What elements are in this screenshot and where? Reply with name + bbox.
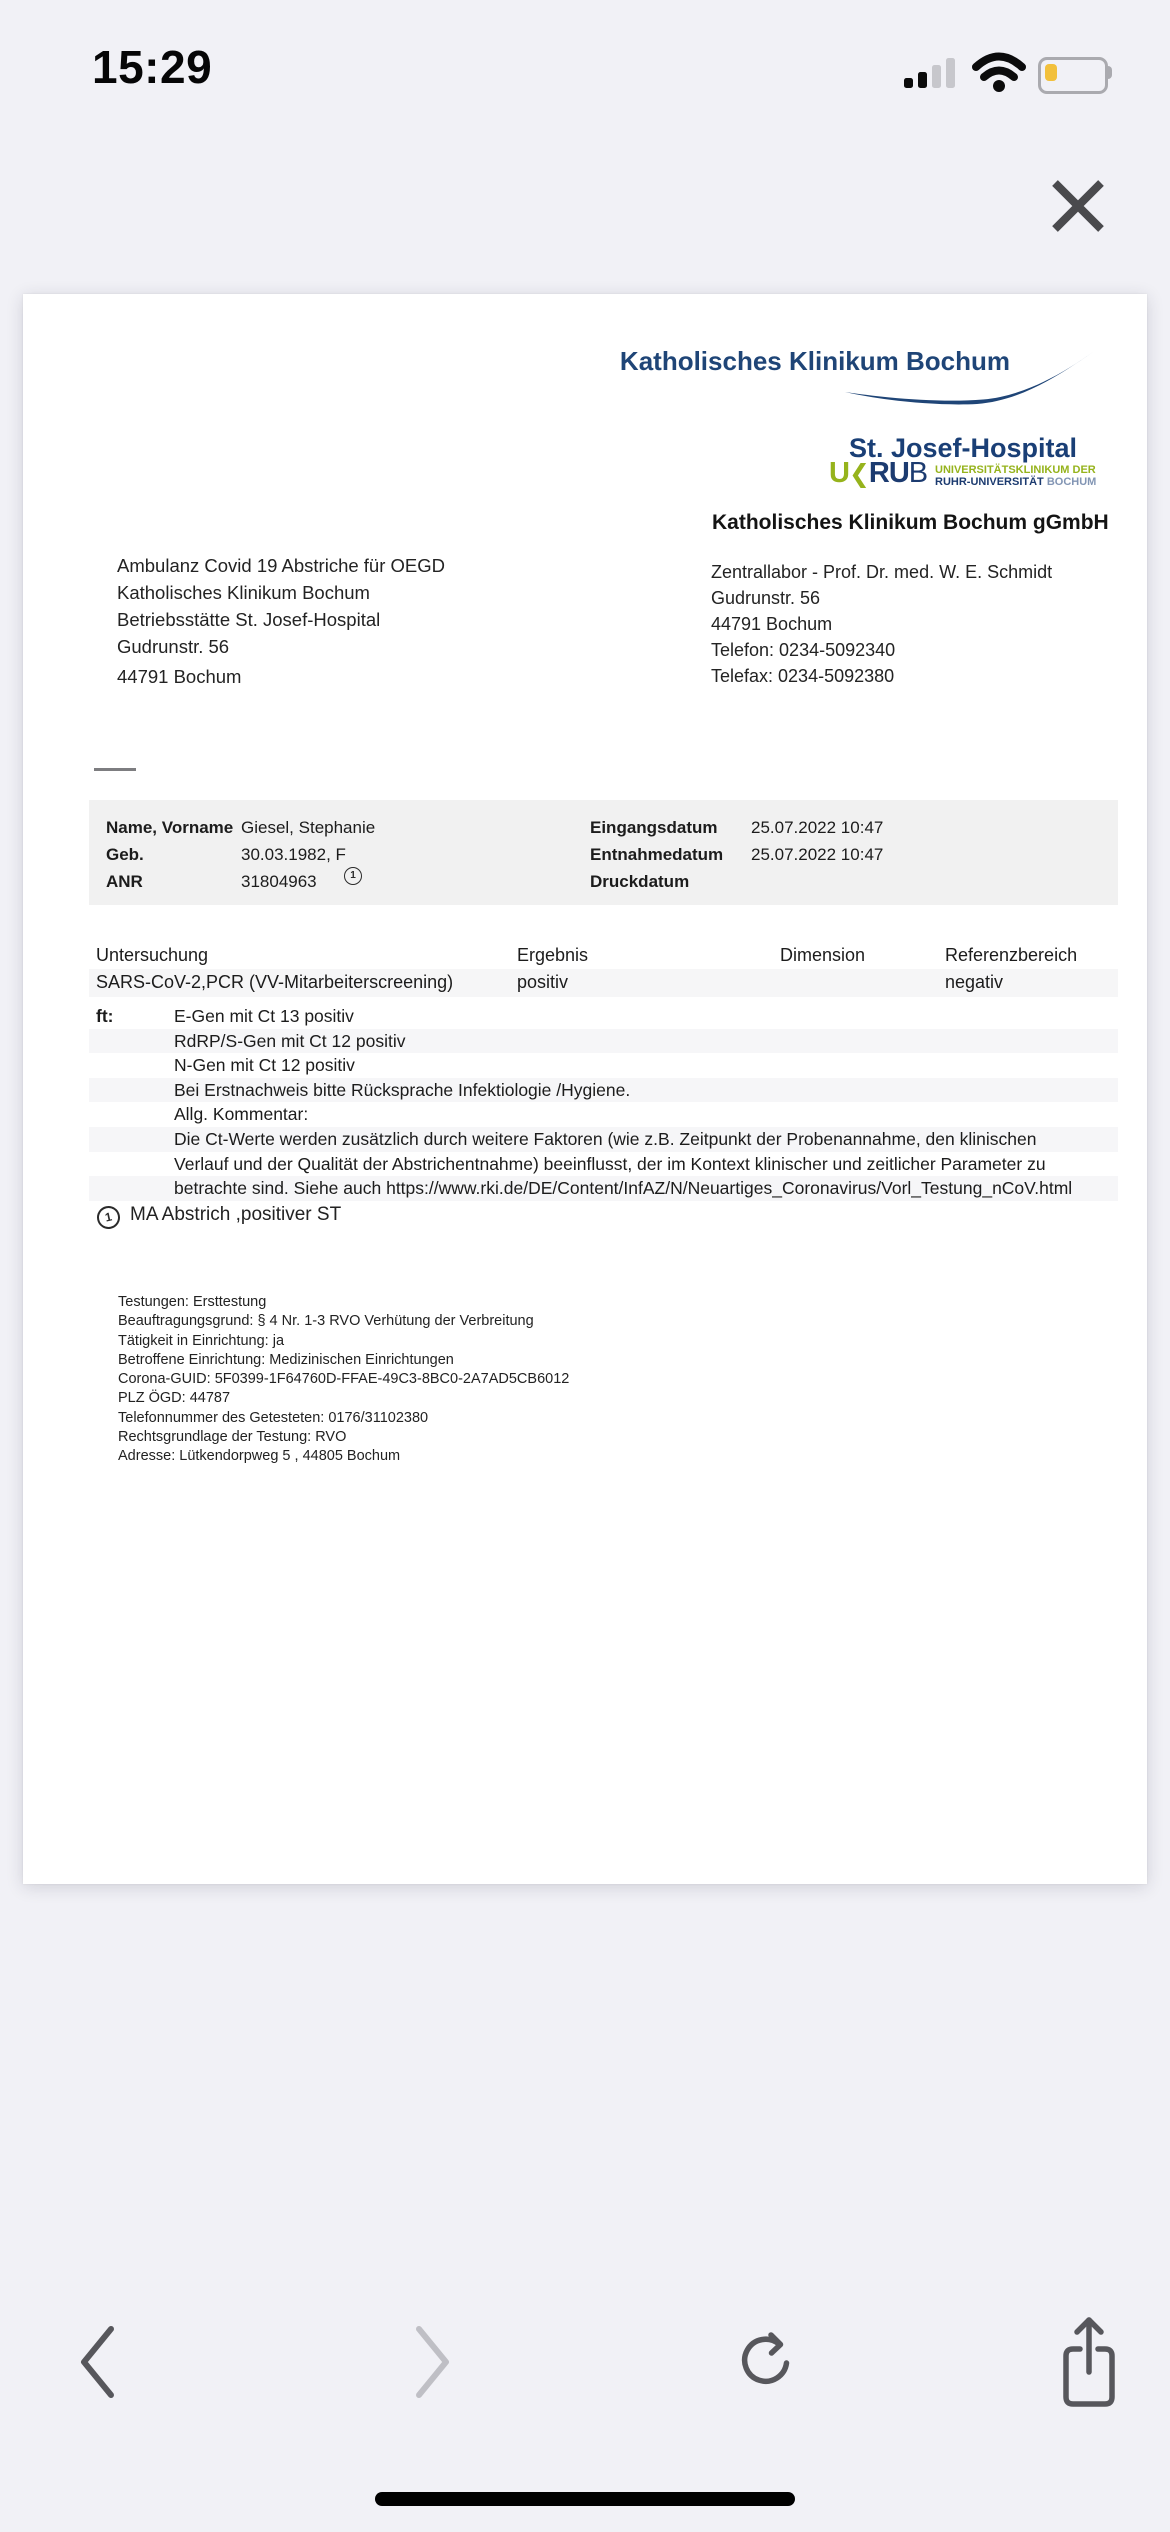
forward-button[interactable] (385, 2314, 481, 2410)
results-column-header: Untersuchung (96, 945, 209, 965)
patient-info-row (590, 842, 1090, 869)
recipient-address (117, 552, 445, 660)
field-label: Geb. (106, 845, 144, 864)
address-line: Telefax: 0234-5092380 (711, 666, 895, 686)
address-line: 44791 Bochum (711, 614, 833, 634)
ukrub-line2-bold: RUHR-UNIVERSITÄT (935, 475, 1047, 488)
address-line: Gudrunstr. 56 (711, 588, 821, 608)
meta-line: Beauftragungsgrund: § 4 Nr. 1-3 RVO Verhütung der Verbreitung (118, 1313, 534, 1330)
meta-line: Testungen: Ersttestung (118, 1294, 267, 1310)
results-column-header: Referenzbereich (945, 945, 1078, 965)
footnote-1-icon: 1 (95, 1204, 122, 1231)
address-line: Ambulanz Covid 19 Abstriche für OEGD (117, 555, 446, 576)
meta-line: PLZ ÖGD: 44787 (118, 1390, 231, 1407)
field-value: 25.07.2022 10:47 (751, 818, 884, 837)
address-line: Gudrunstr. 56 (117, 636, 230, 657)
findings-label: ft: (96, 1006, 114, 1026)
field-label: Druckdatum (590, 872, 690, 891)
result-value: positiv (517, 972, 569, 992)
battery-nub (1107, 66, 1112, 79)
results-column-header: Ergebnis (517, 945, 589, 965)
logo-swoosh (845, 352, 1093, 412)
findings-line: E-Gen mit Ct 13 positiv (174, 1006, 354, 1026)
reload-icon (736, 2327, 796, 2397)
patient-info-right (590, 815, 1090, 896)
patient-info-row (106, 842, 576, 869)
meta-line: Betroffene Einrichtung: Medizinischen Einrichtungen (118, 1351, 454, 1368)
address-line: Zentrallabor - Prof. Dr. med. W. E. Schmidt (711, 562, 1053, 582)
results-header-row (23, 945, 1147, 969)
patient-info-left (106, 815, 576, 896)
close-icon (1050, 178, 1106, 234)
field-label: Entnahmedatum (590, 845, 724, 864)
footnote-marker-icon: 1 (344, 867, 362, 885)
share-button[interactable] (1041, 2314, 1137, 2410)
address-line: Katholisches Klinikum Bochum (117, 582, 370, 603)
footnote-text: MA Abstrich ,positiver ST (130, 1204, 342, 1225)
ukrub-b: B (908, 457, 928, 489)
share-icon (1062, 2316, 1116, 2408)
ukrub-line1: UNIVERSITÄTSKLINIKUM DER (935, 464, 1096, 476)
meta-line: Telefonnummer des Getesteten: 0176/31102380 (118, 1409, 429, 1426)
findings-lines (89, 1004, 1118, 1201)
ukrub-line2-light: BOCHUM (1046, 475, 1097, 488)
ukrub-logo (829, 457, 927, 490)
battery-icon (1038, 57, 1108, 94)
fold-mark (94, 768, 136, 771)
field-label: Eingangsdatum (590, 818, 718, 837)
findings-line: Die Ct-Werte werden zusätzlich durch weitere Faktoren (wie z.B. Zeitpunkt der Probenannahme, den klinischen (89, 1127, 1118, 1152)
findings-line: Allg. Kommentar: (174, 1104, 309, 1125)
field-value: 31804963 (241, 872, 317, 891)
recipient-city: 44791 Bochum (117, 666, 242, 687)
address-line: Telefon: 0234-5092340 (711, 640, 896, 660)
chevron-right-icon (413, 2324, 453, 2400)
field-value: 25.07.2022 10:47 (751, 845, 884, 864)
results-column-header: Dimension (780, 945, 866, 965)
close-button[interactable] (1036, 164, 1120, 248)
findings-line: N-Gen mit Ct 12 positiv (174, 1055, 355, 1076)
company-name: Katholisches Klinikum Bochum gGmbH (712, 511, 1109, 534)
patient-info-row (106, 869, 576, 896)
patient-info-row (106, 815, 576, 842)
result-row (89, 969, 1118, 997)
lab-address (711, 559, 1052, 689)
findings-block (89, 1004, 1118, 1201)
meta-line: Corona-GUID: 5F0399-1F64760D-FFAE-49C3-8BC0-2A7AD5CB6012 (118, 1371, 570, 1388)
ukrub-subtext (935, 465, 1096, 488)
field-label: ANR (106, 872, 143, 891)
wifi-icon (972, 52, 1026, 97)
ukrub-chevron-icon: ❮ (848, 459, 869, 488)
field-value: Giesel, Stephanie (241, 818, 376, 837)
reload-button[interactable] (718, 2314, 814, 2410)
patient-info-row (590, 869, 1090, 896)
address-line: Betriebsstätte St. Josef-Hospital (117, 609, 381, 630)
test-meta-block (118, 1293, 569, 1467)
meta-line: Tätigkeit in Einrichtung: ja (118, 1332, 285, 1349)
result-reference: negativ (945, 972, 1004, 992)
findings-line: RdRP/S-Gen mit Ct 12 positiv (89, 1029, 1118, 1054)
back-button[interactable] (49, 2314, 145, 2410)
result-test: SARS-CoV-2,PCR (VV-Mitarbeiterscreening) (96, 972, 454, 992)
home-indicator[interactable] (375, 2492, 795, 2506)
meta-line: Adresse: Lütkendorpweg 5 , 44805 Bochum (118, 1448, 401, 1465)
chevron-left-icon (77, 2324, 117, 2400)
field-label: Name, Vorname (106, 818, 234, 837)
field-value: 30.03.1982, F (241, 845, 346, 864)
patient-info-row (590, 815, 1090, 842)
hospital-name: St. Josef-Hospital (848, 433, 1077, 463)
ukrub-u: U (829, 457, 849, 489)
document-page (23, 294, 1147, 1884)
findings-line: Verlauf und der Qualität der Abstrichentnahme) beeinflusst, der im Kontext klinischer und zeitlicher Parameter zu (174, 1153, 1046, 1174)
patient-info-band (89, 800, 1118, 905)
meta-line: Rechtsgrundlage der Testung: RVO (118, 1429, 347, 1446)
status-time: 15:29 (92, 41, 213, 93)
findings-line: Bei Erstnachweis bitte Rücksprache Infektiologie /Hygiene. (89, 1078, 1118, 1103)
findings-line: betrachte sind. Siehe auch https://www.rki.de/DE/Content/InfAZ/N/Neuartiges_Coronavirus/Vorl_Testung_nCoV.html (89, 1176, 1118, 1201)
ukrub-ru: RU (868, 457, 909, 489)
clinic-logo-wordmark: Katholisches Klinikum Bochum (619, 346, 1010, 376)
battery-level (1045, 64, 1057, 81)
cellular-signal-icon (903, 53, 959, 94)
